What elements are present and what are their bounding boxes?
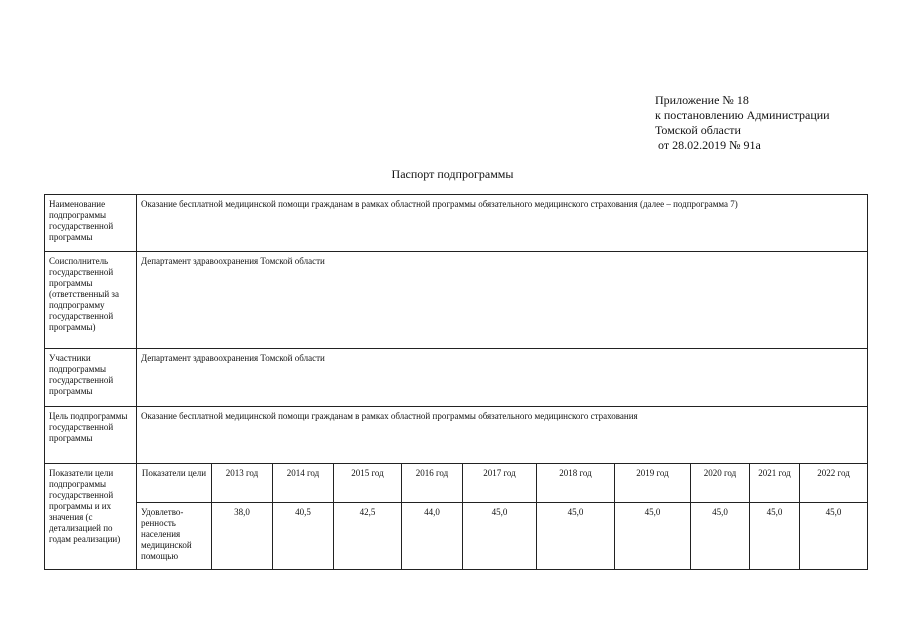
indicator-value: 44,0 [402, 503, 463, 570]
participants-value: Департамент здравоохранения Томской области [137, 349, 868, 407]
appendix-line-3: Томской области [655, 123, 741, 137]
document-title: Паспорт подпрограммы [391, 167, 514, 181]
appendix-line-2: к постановлению Администрации [655, 108, 830, 122]
year-header: 2019 год [615, 464, 691, 503]
indicators-values-row [45, 503, 868, 570]
indicators-label: Показатели цели подпрограммы государственной программы и их значения (с детализацией по годам реализации) [45, 464, 137, 570]
year-header: 2017 год [463, 464, 537, 503]
table-row-name [45, 195, 868, 252]
indicator-value: 45,0 [800, 503, 868, 570]
participants-label: Участники подпрограммы государственной программы [45, 349, 137, 407]
indicator-name: Удовлетво-ренность населения медицинской помощью [137, 503, 212, 570]
year-header: 2018 год [537, 464, 615, 503]
name-value: Оказание бесплатной медицинской помощи гражданам в рамках областной программы обязательного медицинского страхования (далее – подпрограмма 7) [137, 195, 868, 252]
year-header: 2022 год [800, 464, 868, 503]
appendix-line-4: от 28.02.2019 № 91а [655, 138, 761, 152]
table-row-goal [45, 407, 868, 464]
coexecutor-value: Департамент здравоохранения Томской области [137, 252, 868, 349]
indicator-value: 45,0 [537, 503, 615, 570]
year-header: 2016 год [402, 464, 463, 503]
appendix-line-1: Приложение № 18 [655, 93, 749, 107]
year-header: 2015 год [334, 464, 402, 503]
indicator-value: 38,0 [212, 503, 273, 570]
indicator-value: 45,0 [750, 503, 800, 570]
year-header: 2014 год [273, 464, 334, 503]
table-row-coexecutor [45, 252, 868, 349]
indicators-header-row [45, 464, 868, 503]
coexecutor-label: Соисполнитель государственной программы (ответственный за подпрограмму государственной программы) [45, 252, 137, 349]
indicator-value: 45,0 [691, 503, 750, 570]
name-label: Наименование подпрограммы государственной программы [45, 195, 137, 252]
year-header: 2020 год [691, 464, 750, 503]
year-header: 2013 год [212, 464, 273, 503]
table-row-participants [45, 349, 868, 407]
year-header: 2021 год [750, 464, 800, 503]
goal-value: Оказание бесплатной медицинской помощи гражданам в рамках областной программы обязательного медицинского страхования [137, 407, 868, 464]
indicators-header-label: Показатели цели [137, 464, 212, 503]
goal-label: Цель подпрограммы государственной программы [45, 407, 137, 464]
indicator-value: 42,5 [334, 503, 402, 570]
indicator-value: 45,0 [615, 503, 691, 570]
appendix-block [655, 93, 830, 153]
indicator-value: 40,5 [273, 503, 334, 570]
indicator-value: 45,0 [463, 503, 537, 570]
passport-table [44, 194, 868, 570]
